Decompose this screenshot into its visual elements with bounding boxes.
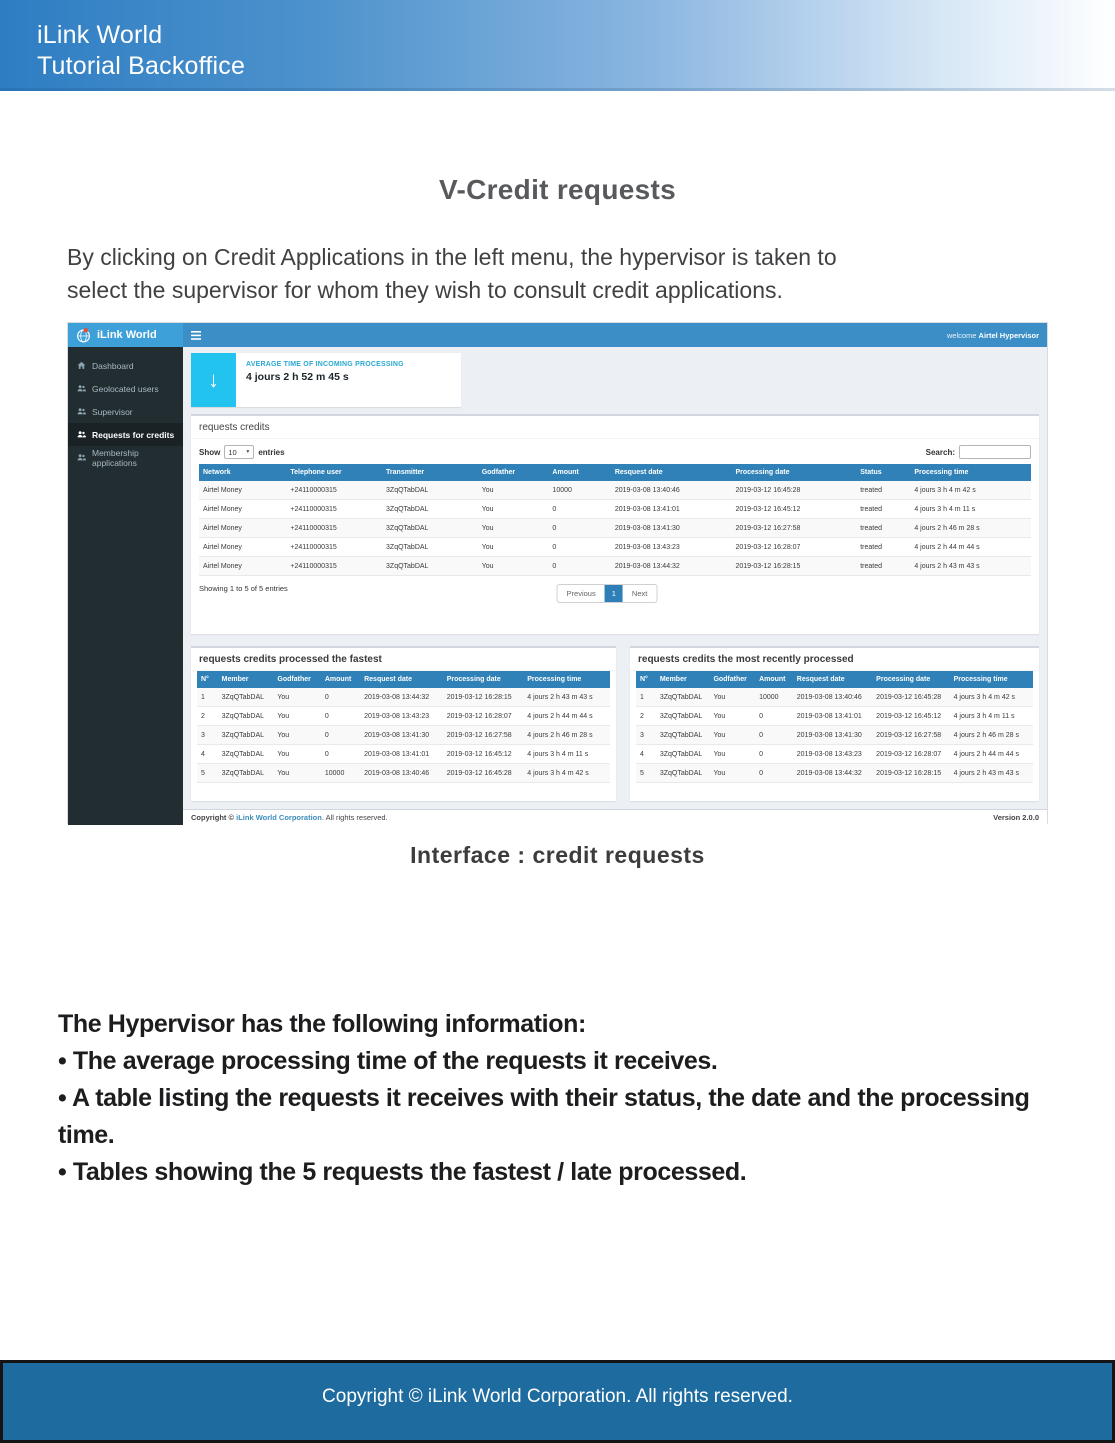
info-heading: The Hypervisor has the following information: (58, 1010, 586, 1038)
table-cell: 2 (197, 707, 218, 726)
requests-credits-table (199, 464, 1031, 576)
show-label: Show (199, 447, 221, 457)
column-header[interactable]: Member (218, 671, 274, 688)
users-icon (77, 430, 86, 439)
table-row (636, 764, 1033, 783)
table-cell: You (478, 519, 549, 538)
next-page-button[interactable]: Next (631, 589, 648, 598)
table-cell: 4 (197, 745, 218, 764)
table-cell: 0 (548, 538, 610, 557)
table-cell: 3ZqQTabDAL (382, 538, 478, 557)
stat-label: AVERAGE TIME OF INCOMING PROCESSING (246, 361, 404, 368)
table-cell: 3ZqQTabDAL (218, 707, 274, 726)
table-cell: treated (856, 500, 910, 519)
sidebar-item-membership-applications[interactable] (68, 446, 183, 469)
table-cell: 2019-03-08 13:40:46 (611, 481, 732, 500)
average-time-stat-box (191, 353, 461, 407)
panel-title: requests credits processed the fastest (191, 648, 616, 671)
column-header[interactable]: N° (197, 671, 218, 688)
table-cell: Airtel Money (199, 481, 286, 500)
table-row (197, 764, 610, 783)
table-cell: 3ZqQTabDAL (382, 500, 478, 519)
table-cell: 0 (548, 519, 610, 538)
table-cell: 2019-03-12 16:45:12 (731, 500, 856, 519)
app-footer (183, 809, 1047, 825)
table-cell: 10000 (321, 764, 360, 783)
sidebar-item-geolocated-users[interactable] (68, 377, 183, 400)
copyright-rest: . All rights reserved. (321, 813, 388, 822)
sidebar-item-label: Geolocated users (92, 383, 159, 394)
column-header[interactable]: Processing date (731, 464, 856, 481)
table-cell: 3 (197, 726, 218, 745)
table-cell: 3ZqQTabDAL (218, 726, 274, 745)
table-cell: 2019-03-08 13:43:23 (611, 538, 732, 557)
table-row (636, 726, 1033, 745)
table-cell: 2019-03-12 16:28:15 (731, 557, 856, 576)
table-cell: 4 jours 2 h 43 m 43 s (950, 764, 1033, 783)
table-cell: 0 (755, 745, 793, 764)
welcome-prefix: welcome (946, 330, 977, 340)
table-cell: 2019-03-08 13:40:46 (360, 764, 443, 783)
corporation-link[interactable]: iLink World Corporation (236, 813, 322, 822)
app-logo[interactable] (68, 323, 183, 347)
column-header[interactable]: Member (656, 671, 710, 688)
table-cell: 2019-03-12 16:45:12 (443, 745, 524, 764)
table-cell: 2019-03-12 16:28:07 (872, 745, 949, 764)
table-cell: 3ZqQTabDAL (656, 726, 710, 745)
table-cell: 4 jours 3 h 4 m 42 s (910, 481, 1031, 500)
chevron-down-icon: ▼ (245, 449, 251, 455)
table-row (199, 519, 1031, 538)
table-cell: 0 (548, 500, 610, 519)
table-cell: +24110000315 (286, 538, 382, 557)
table-cell: 5 (197, 764, 218, 783)
table-cell: You (709, 707, 755, 726)
hamburger-menu-icon[interactable] (191, 331, 201, 340)
table-row (636, 688, 1033, 707)
table-cell: You (273, 688, 320, 707)
document-header (0, 0, 1115, 91)
info-bullet: • Tables showing the 5 requests the fastest / late processed. (58, 1158, 747, 1186)
table-row (636, 707, 1033, 726)
column-header[interactable]: Godfather (273, 671, 320, 688)
table-cell: 0 (321, 707, 360, 726)
table-cell: You (273, 745, 320, 764)
table-cell: 0 (321, 745, 360, 764)
app-topbar (183, 323, 1047, 347)
table-cell: 0 (548, 557, 610, 576)
table-cell: Airtel Money (199, 519, 286, 538)
column-header[interactable]: Processing time (910, 464, 1031, 481)
column-header[interactable]: Processing date (872, 671, 949, 688)
copyright-strong: Copyright © (191, 813, 235, 822)
table-cell: You (273, 764, 320, 783)
app-copyright (191, 813, 388, 822)
document-footer (0, 1360, 1115, 1443)
table-cell: treated (856, 481, 910, 500)
table-cell: 4 jours 3 h 4 m 11 s (523, 745, 610, 764)
table-cell: +24110000315 (286, 500, 382, 519)
app-brand-label: iLink World (97, 329, 157, 341)
table-cell: 4 jours 3 h 4 m 11 s (910, 500, 1031, 519)
sidebar-item-label: Dashboard (92, 360, 134, 371)
stat-value: 4 jours 2 h 52 m 45 s (246, 371, 349, 383)
column-header[interactable]: N° (636, 671, 656, 688)
column-header[interactable]: Network (199, 464, 286, 481)
table-cell: You (478, 538, 549, 557)
search-label: Search: (925, 447, 955, 457)
table-cell: 0 (755, 764, 793, 783)
table-cell: Airtel Money (199, 500, 286, 519)
table-cell: You (478, 557, 549, 576)
table-cell: 10000 (755, 688, 793, 707)
column-header[interactable]: Processing date (443, 671, 524, 688)
table-row (199, 500, 1031, 519)
table-cell: 2 (636, 707, 656, 726)
table-cell: +24110000315 (286, 519, 382, 538)
table-cell: 2019-03-08 13:44:32 (793, 764, 872, 783)
table-cell: 4 jours 2 h 44 m 44 s (910, 538, 1031, 557)
intro-line2: select the supervisor for whom they wish to consult credit applications. (67, 277, 783, 303)
table-cell: 2019-03-08 13:43:23 (360, 707, 443, 726)
welcome-text[interactable] (947, 331, 1039, 340)
table-cell: 2019-03-08 13:43:23 (793, 745, 872, 764)
table-cell: 2019-03-12 16:28:15 (872, 764, 949, 783)
sidebar-item-label: Requests for credits (92, 429, 175, 440)
search-input[interactable] (959, 445, 1031, 459)
table-cell: 0 (755, 726, 793, 745)
version-label: Version 2.0.0 (993, 813, 1039, 822)
table-cell: 3 (636, 726, 656, 745)
table-cell: You (273, 726, 320, 745)
sidebar-item-requests-for-credits[interactable] (68, 423, 183, 446)
table-cell: 4 jours 3 h 4 m 42 s (523, 764, 610, 783)
page-length-value: 10 (228, 447, 237, 457)
page-title: V-Credit requests (439, 174, 676, 205)
column-header[interactable]: Amount (321, 671, 360, 688)
table-cell: You (709, 726, 755, 745)
table-cell: 4 jours 3 h 4 m 11 s (950, 707, 1033, 726)
table-cell: 2019-03-12 16:45:28 (872, 688, 949, 707)
table-cell: 4 jours 2 h 43 m 43 s (523, 688, 610, 707)
table-cell: 4 jours 3 h 4 m 42 s (950, 688, 1033, 707)
fastest-requests-table (197, 671, 610, 783)
users-icon (77, 453, 86, 462)
info-bullet: • The average processing time of the requests it receives. (58, 1047, 718, 1075)
table-cell: 4 jours 2 h 43 m 43 s (910, 557, 1031, 576)
panel-title: requests credits the most recently processed (630, 648, 1039, 671)
backoffice-screenshot (67, 322, 1048, 824)
users-icon (77, 407, 86, 416)
table-cell: 2019-03-12 16:27:58 (731, 519, 856, 538)
table-cell: 2019-03-08 13:44:32 (611, 557, 732, 576)
recent-requests-table (636, 671, 1033, 783)
welcome-username: Airtel Hypervisor (978, 330, 1039, 340)
table-cell: 2019-03-08 13:41:01 (360, 745, 443, 764)
table-row (197, 707, 610, 726)
document-footer-text: Copyright © iLink World Corporation. All rights reserved. (322, 1386, 793, 1407)
info-bullet: • A table listing the requests it receives with their status, the date and the processing time. (58, 1084, 1030, 1149)
table-row (636, 745, 1033, 764)
table-cell: 4 jours 2 h 46 m 28 s (910, 519, 1031, 538)
table-cell: Airtel Money (199, 557, 286, 576)
fastest-requests-panel (191, 646, 616, 801)
table-row (199, 557, 1031, 576)
table-cell: 2019-03-12 16:27:58 (443, 726, 524, 745)
table-cell: 2019-03-12 16:27:58 (872, 726, 949, 745)
sidebar-item-dashboard[interactable] (68, 354, 183, 377)
table-cell: 2019-03-08 13:44:32 (360, 688, 443, 707)
table-header-row (636, 671, 1033, 688)
column-header[interactable]: Status (856, 464, 910, 481)
table-cell: 3ZqQTabDAL (382, 519, 478, 538)
column-header[interactable]: Processing time (950, 671, 1033, 688)
page-length-select[interactable] (224, 445, 254, 459)
info-block (58, 1006, 1068, 1191)
table-cell: 2019-03-08 13:41:01 (611, 500, 732, 519)
table-cell: 10000 (548, 481, 610, 500)
table-cell: 2019-03-12 16:45:12 (872, 707, 949, 726)
screenshot-caption: Interface : credit requests (410, 842, 705, 868)
table-cell: You (709, 764, 755, 783)
table-cell: treated (856, 538, 910, 557)
table-cell: 2019-03-12 16:28:07 (731, 538, 856, 557)
table-cell: 2019-03-08 13:41:01 (793, 707, 872, 726)
table-cell: 4 jours 2 h 44 m 44 s (523, 707, 610, 726)
users-icon (77, 384, 86, 393)
app-content (183, 347, 1047, 825)
column-header[interactable]: Godfather (709, 671, 755, 688)
table-cell: 2019-03-08 13:41:30 (360, 726, 443, 745)
column-header[interactable]: Resquest date (611, 464, 732, 481)
table-cell: 4 jours 2 h 44 m 44 s (950, 745, 1033, 764)
table-cell: You (273, 707, 320, 726)
table-cell: 0 (755, 707, 793, 726)
requests-credits-panel (191, 414, 1039, 634)
table-header-row (199, 464, 1031, 481)
table-cell: You (709, 688, 755, 707)
column-header[interactable]: Amount (755, 671, 793, 688)
table-cell: 3ZqQTabDAL (218, 745, 274, 764)
column-header[interactable]: Telephone user (286, 464, 382, 481)
previous-page-button[interactable]: Previous (566, 589, 596, 598)
intro-line1: By clicking on Credit Applications in the left menu, the hypervisor is taken to (67, 244, 837, 270)
table-cell: 3ZqQTabDAL (656, 764, 710, 783)
table-cell: 3ZqQTabDAL (382, 481, 478, 500)
table-cell: 0 (321, 688, 360, 707)
table-cell: 4 jours 2 h 46 m 28 s (950, 726, 1033, 745)
table-cell: 3ZqQTabDAL (656, 745, 710, 764)
table-cell: 0 (321, 726, 360, 745)
panel-title: requests credits (191, 416, 1039, 439)
table-cell: treated (856, 557, 910, 576)
table-cell: 3ZqQTabDAL (218, 688, 274, 707)
down-arrow-icon: ↓ (191, 353, 236, 407)
table-row (197, 726, 610, 745)
table-cell: 2019-03-12 16:45:28 (443, 764, 524, 783)
column-header[interactable]: Processing time (523, 671, 610, 688)
column-header[interactable]: Transmitter (382, 464, 478, 481)
table-cell: You (709, 745, 755, 764)
pagination (557, 584, 658, 603)
table-cell: +24110000315 (286, 557, 382, 576)
table-cell: 3ZqQTabDAL (218, 764, 274, 783)
globe-logo-icon (76, 328, 91, 343)
sidebar-item-label: Membership applications (92, 447, 139, 468)
table-cell: 1 (636, 688, 656, 707)
table-cell: You (478, 481, 549, 500)
sidebar-item-supervisor[interactable] (68, 400, 183, 423)
table-cell: 2019-03-12 16:28:07 (443, 707, 524, 726)
table-cell: +24110000315 (286, 481, 382, 500)
showing-entries-text: Showing 1 to 5 of 5 entries (199, 584, 288, 593)
table-cell: 2019-03-12 16:28:15 (443, 688, 524, 707)
app-sidebar (68, 347, 183, 825)
recent-requests-panel (630, 646, 1039, 801)
column-header[interactable]: Amount (548, 464, 610, 481)
table-cell: 2019-03-08 13:41:30 (611, 519, 732, 538)
table-cell: 1 (197, 688, 218, 707)
table-cell: 3ZqQTabDAL (382, 557, 478, 576)
table-row (197, 745, 610, 764)
document-header-line1: iLink World (37, 21, 163, 49)
intro-paragraph (67, 241, 1052, 307)
column-header[interactable]: Resquest date (793, 671, 872, 688)
table-toolbar (191, 439, 1039, 464)
table-cell: 4 jours 2 h 46 m 28 s (523, 726, 610, 745)
table-row (199, 538, 1031, 557)
table-cell: 2019-03-08 13:41:30 (793, 726, 872, 745)
table-cell: 3ZqQTabDAL (656, 707, 710, 726)
table-cell: 5 (636, 764, 656, 783)
app-navbar (68, 323, 1047, 347)
table-cell: treated (856, 519, 910, 538)
column-header[interactable]: Godfather (478, 464, 549, 481)
table-row (197, 688, 610, 707)
page-number-button[interactable]: 1 (605, 585, 623, 602)
table-cell: 3ZqQTabDAL (656, 688, 710, 707)
home-icon (77, 361, 86, 370)
table-cell: 4 (636, 745, 656, 764)
table-cell: 2019-03-08 13:40:46 (793, 688, 872, 707)
table-row (199, 481, 1031, 500)
table-cell: 2019-03-12 16:45:28 (731, 481, 856, 500)
entries-label: entries (258, 447, 285, 457)
table-cell: Airtel Money (199, 538, 286, 557)
sidebar-item-label: Supervisor (92, 406, 133, 417)
table-header-row (197, 671, 610, 688)
table-cell: You (478, 500, 549, 519)
document-header-line2: Tutorial Backoffice (37, 52, 246, 80)
column-header[interactable]: Resquest date (360, 671, 443, 688)
